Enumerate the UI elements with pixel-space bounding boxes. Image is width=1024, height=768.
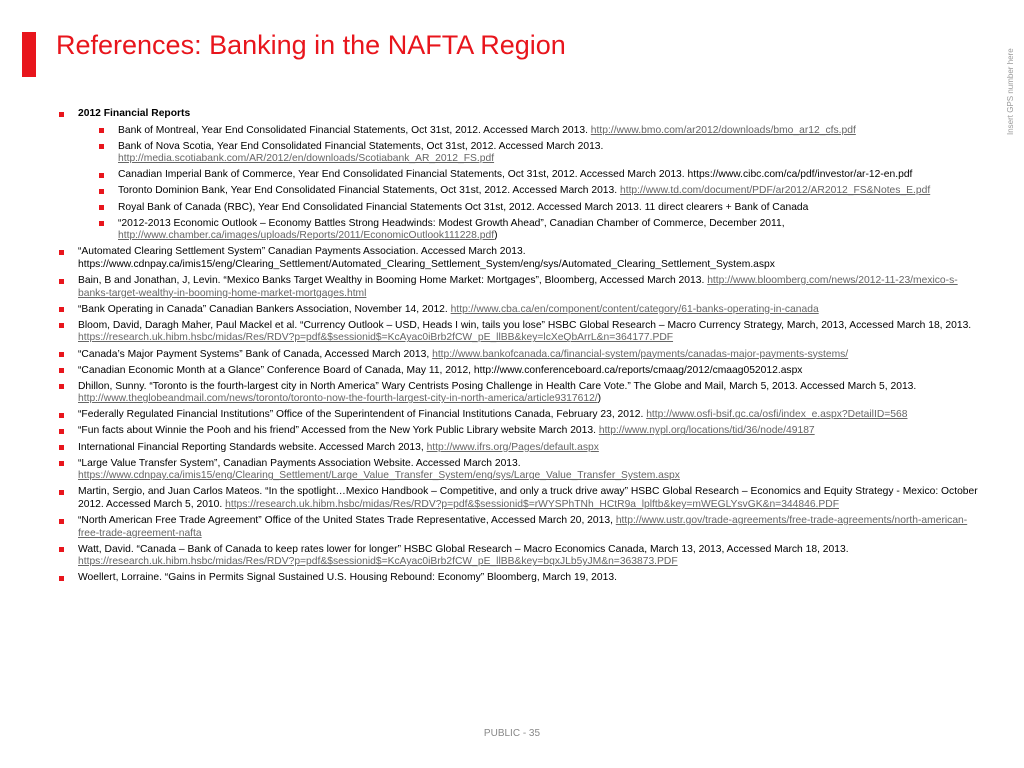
reference-link[interactable]: http://media.scotiabank.com/AR/2012/en/downloads/Scotiabank_AR_2012_FS.pdf [118, 153, 495, 165]
reference-item [58, 544, 978, 569]
financial-report-item [96, 141, 978, 166]
reference-text: Bank of Montreal, Year End Consolidated Financial Statements, Oct 31st, 2012. Accessed March 2013. [118, 124, 591, 136]
financial-report-item [96, 202, 978, 215]
reference-link[interactable]: http://www.ustr.gov/trade-agreements/free-trade-agreements/north-american-free-trade-agreement-nafta [78, 515, 968, 539]
reference-suffix: ) [597, 393, 602, 405]
section-financial-reports [58, 108, 978, 243]
reference-item [58, 442, 978, 455]
reference-text: “Large Value Transfer System”, Canadian Payments Association Website. Accessed March 2013. [78, 457, 521, 469]
section-heading: 2012 Financial Reports [78, 108, 191, 119]
reference-item [58, 365, 978, 378]
reference-suffix: ) [494, 230, 498, 242]
reference-text: International Financial Reporting Standards website. Accessed March 2013, [78, 441, 427, 453]
reference-text: “Canada’s Major Payment Systems” Bank of Canada, Accessed March 2013, [78, 348, 433, 360]
reference-item [58, 320, 978, 345]
reference-link[interactable]: http://www.nypl.org/locations/tid/36/node/49187 [598, 425, 815, 437]
reference-item [58, 515, 978, 540]
reference-list [58, 108, 978, 243]
reference-link[interactable]: https://research.uk.hibm.hsbc/midas/Res/RDV?p=pdf&$sessionid$=KcAyac0iBrb2fCW_pE_llBB&key=lcXeQbArrL&n=364177.PDF [78, 332, 674, 344]
footer-page-label: PUBLIC - 35 [483, 728, 541, 739]
reference-text: Bank of Nova Scotia, Year End Consolidated Financial Statements, Oct 31st, 2012. Accessed March 2013. [118, 140, 604, 152]
reference-item [58, 304, 978, 317]
reference-item [58, 246, 978, 271]
page-title: References: Banking in the NAFTA Region [56, 30, 566, 60]
reference-link[interactable]: http://www.osfi-bsif.gc.ca/osfi/index_e.aspx?DetailID=568 [646, 409, 908, 421]
reference-link[interactable]: http://www.bmo.com/ar2012/downloads/bmo_ar12_cfs.pdf [590, 124, 856, 136]
reference-link[interactable]: http://www.ifrs.org/Pages/default.aspx [426, 441, 599, 453]
reference-text: Watt, David. “Canada – Bank of Canada to keep rates lower for longer” HSBC Global Research – Macro Economics Canada, March 13, 2013, Accessed March 18, 2013. [78, 543, 849, 555]
reference-text: “Federally Regulated Financial Institutions” Office of the Superintendent of Financial Institutions Canada, February 23, 2012. [78, 409, 647, 421]
financial-report-item [96, 125, 978, 138]
reference-text: “Automated Clearing Settlement System” Canadian Payments Association. Accessed March 2013. https://www.cdnpay.ca/imis15/eng/Clearing_Settlement/Automated_Clearing_Settlement_System/eng/sys/Automated_Clearing_Settlement_System.aspx [78, 246, 775, 270]
reference-item [58, 381, 978, 406]
financial-report-item [96, 185, 978, 198]
references-list [58, 246, 978, 585]
reference-text: Bain, B and Jonathan, J, Levin. “Mexico Banks Target Wealthy in Booming Home Market: Mortgages”, Bloomberg, Accessed March 2013. [78, 275, 708, 287]
reference-item [58, 572, 978, 585]
reference-text: Royal Bank of Canada (RBC), Year End Consolidated Financial Statements Oct 31st, 2012. Accessed March 2013. 11 direct clearers + Bank of Canada [118, 201, 809, 213]
reference-text: “2012-2013 Economic Outlook – Economy Battles Strong Headwinds: Modest Growth Ahead”, Canadian Chamber of Commerce, December 2011, [118, 217, 785, 229]
reference-item [58, 349, 978, 362]
reference-item [58, 409, 978, 422]
title-accent-bar [22, 32, 36, 77]
reference-link[interactable]: http://www.td.com/document/PDF/ar2012/AR2012_FS&Notes_E.pdf [619, 185, 931, 197]
reference-link[interactable]: http://www.theglobeandmail.com/news/toronto/toronto-now-the-fourth-largest-city-in-north-america/article9317612/ [78, 393, 598, 405]
reference-link[interactable]: https://research.uk.hibm.hsbc/midas/Res/RDV?p=pdf&$sessionid$=KcAyac0iBrb2fCW_pE_llBB&key=bqxJLb5yJM&n=363873.PDF [78, 556, 678, 568]
reference-text: Canadian Imperial Bank of Commerce, Year End Consolidated Financial Statements, Oct 31st, 2012. Accessed March 2013. https://www.cibc.com/ca/pdf/investor/ar-12-en.pdf [118, 169, 913, 181]
reference-link[interactable]: http://www.bankofcanada.ca/financial-system/payments/canadas-major-payments-systems/ [432, 348, 849, 360]
reference-link[interactable]: https://research.uk.hibm.hsbc/midas/Res/RDV?p=pdf&$sessionid$=rWYSPhTNh_HCtR9a_lplftb&key=mWEGLYsvGK&n=344846.PDF [225, 498, 840, 510]
financial-report-item [96, 218, 978, 243]
reference-text: “North American Free Trade Agreement” Office of the United States Trade Representative, Accessed March 20, 2013, [78, 515, 616, 527]
reference-text: Woellert, Lorraine. “Gains in Permits Signal Sustained U.S. Housing Rebound: Economy” Bloomberg, March 19, 2013. [78, 572, 617, 584]
reference-link[interactable]: https://www.cdnpay.ca/imis15/eng/Clearing_Settlement/Large_Value_Transfer_System/eng/sys/Large_Value_Transfer_System.aspx [78, 470, 680, 482]
reference-item [58, 275, 978, 300]
financial-reports-sublist [96, 125, 978, 243]
reference-text: “Canadian Economic Month at a Glance” Conference Board of Canada, May 11, 2012, http://www.conferenceboard.ca/reports/cmaag/2012/cmaag052012.aspx [78, 364, 803, 376]
reference-item [58, 458, 978, 483]
reference-text: Martin, Sergio, and Juan Carlos Mateos. “In the spotlight…Mexico Handbook – Competitive, and only a truck drive away” HSBC Global Research – Economics and Equity Strategy - Mexico: October 2012. Accessed March 5, 2010. [78, 486, 978, 510]
reference-text: “Bank Operating in Canada” Canadian Bankers Association, November 14, 2012. [78, 303, 451, 315]
reference-link[interactable]: http://www.chamber.ca/images/uploads/Reports/2011/EconomicOutlook111228.pdf [118, 230, 495, 242]
financial-report-item [96, 169, 978, 182]
reference-text: Dhillon, Sunny. “Toronto is the fourth-largest city in North America” Wary Centrists Posing Challenge in Health Care Vote.” The Globe and Mail, March 5, 2013. Accessed March 5, 2013. [78, 380, 917, 392]
reference-link[interactable]: http://www.bloomberg.com/news/2012-11-23/mexico-s-banks-target-wealthy-in-booming-home-market-mortgages.html [78, 275, 958, 299]
reference-list-container [58, 108, 978, 589]
reference-text: Bloom, David, Daragh Maher, Paul Mackel et al. “Currency Outlook – USD, Heads I win, tails you lose” HSBC Global Research – Macro Currency Strategy, March, 2013, Accessed March 18, 2013. [78, 319, 972, 331]
reference-item [58, 425, 978, 438]
reference-item [58, 486, 978, 511]
reference-text: “Fun facts about Winnie the Pooh and his friend” Accessed from the New York Public Library website March 2013. [78, 425, 599, 437]
gps-number-note: Insert GPS number here [1006, 48, 1015, 135]
reference-link[interactable]: http://www.cba.ca/en/component/content/category/61-banks-operating-in-canada [450, 303, 819, 315]
reference-text: Toronto Dominion Bank, Year End Consolidated Financial Statements, Oct 31st, 2012. Accessed March 2013. [118, 185, 620, 197]
